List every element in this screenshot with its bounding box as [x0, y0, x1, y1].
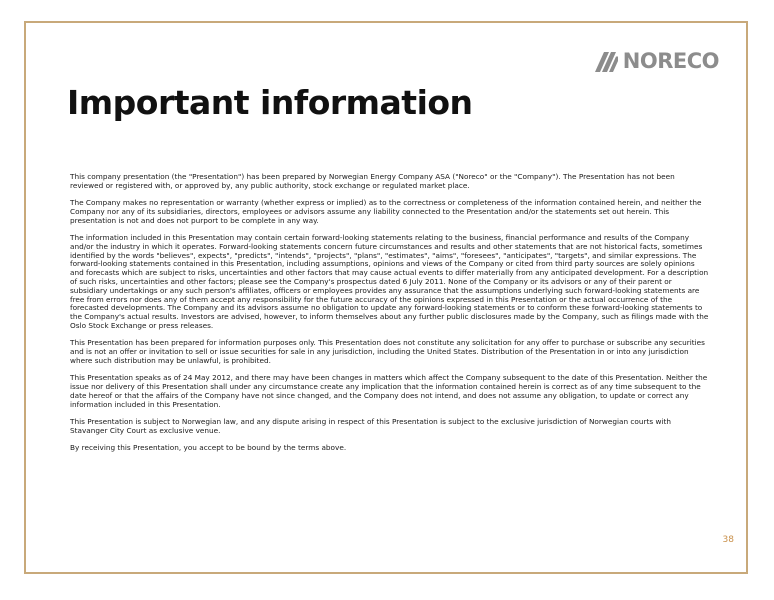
- page-title: Important information: [67, 83, 473, 122]
- noreco-logo-mark-icon: [595, 52, 619, 72]
- disclaimer-paragraph: The information included in this Presentation may contain certain forward-looking statements relating to the business, financial performance and results of the Company and/or the industry in which it operates. Forward-looking statements concern future circumstances and results and other statements that are not historical facts, sometimes identified by the words "believes", expects", "predicts", "intends", "projects", "plans", "estimates", "aims", "foresees", "anticipates", "targets", and similar expressions. The forward-looking statements contained in this Presentation, including assumptions, opinions and views of the Company or cited from third party sources are solely opinions and forecasts which are subject to risks, uncertainties and other factors that may cause actual events to differ materially from any anticipated development. For a description of such risks, uncertainties and other factors; please see the Company's prospectus dated 6 July 2011. None of the Company or its advisors or any of their parent or subsidiary undertakings or any such person's affiliates, officers or employees provides any assurance that the assumptions underlying such forward-looking statements are free from errors nor does any of them accept any responsibility for the future accuracy of the opinions expressed in this Presentation or the actual occurrence of the forecasted developments. The Company and its advisors assume no obligation to update any forward-looking statements or to conform these forward-looking statements to the Company's actual results. Investors are advised, however, to inform themselves about any further public disclosures made by the Company, such as filings made with the Oslo Stock Exchange or press releases.: [70, 232, 709, 330]
- noreco-logo: [595, 51, 719, 72]
- logo-wordmark: NORECO: [622, 49, 719, 73]
- disclaimer-paragraph: This Presentation is subject to Norwegian law, and any dispute arising in respect of this Presentation is subject to the exclusive jurisdiction of Norwegian courts with Stavanger City Court as exclusive venue.: [70, 416, 671, 435]
- disclaimer-paragraph: By receiving this Presentation, you accept to be bound by the terms above.: [70, 442, 347, 452]
- disclaimer-paragraph: This Presentation has been prepared for information purposes only. This Presentation does not constitute any solicitation for any offer to purchase or subscribe any securities and is not an offer or invitation to sell or issue securities for sale in any jurisdiction, including the United States. Distribution of the Presentation in or into any jurisdiction where such distribution may be unlawful, is prohibited.: [70, 338, 705, 365]
- disclaimer-paragraph: This Presentation speaks as of 24 May 2012, and there may have been changes in matters which affect the Company subsequent to the date of this Presentation. Neither the issue nor delivery of this Presentation shall under any circumstance create any implication that the information contained herein is correct as of any time subsequent to the date hereof or that the affairs of the Company have not since changed, and the Company does not intend, and does not assume any obligation, to update or correct any information included in this Presentation.: [70, 373, 708, 409]
- disclaimer-paragraph: This company presentation (the "Presentation") has been prepared by Norwegian Energy Company ASA ("Noreco" or the "Company"). The Presentation has not been reviewed or registered with, or approved by, any public authority, stock exchange or regulated market place.: [70, 172, 675, 190]
- disclaimer-paragraph: The Company makes no representation or warranty (whether express or implied) as to the correctness or completeness of the information contained herein, and neither the Company nor any of its subsidiaries, directors, employees or advisors assume any liability connected to the Presentation and/or the statements set out herein. This presentation is not and does not purport to be complete in any way.: [70, 198, 702, 225]
- slide-frame: [24, 21, 748, 574]
- disclaimer-body: [70, 173, 710, 461]
- page-number: 38: [722, 535, 734, 545]
